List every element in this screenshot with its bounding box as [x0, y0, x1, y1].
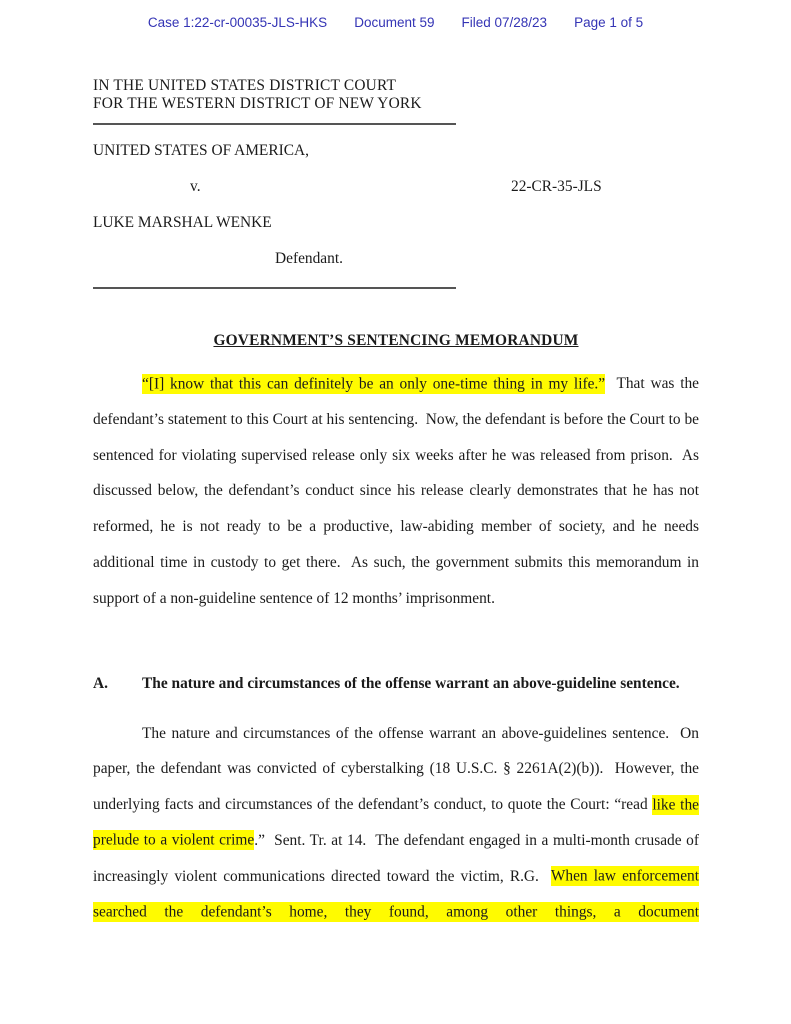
case-number: 22-CR-35-JLS [511, 178, 602, 195]
defendant-label: Defendant. [275, 250, 343, 267]
case-number-stamp: Case 1:22-cr-00035-JLS-HKS [147, 15, 328, 30]
document-title: GOVERNMENT’S SENTENCING MEMORANDUM [213, 332, 579, 349]
document-number-stamp: Document 59 [354, 15, 435, 30]
body-text: The nature and circumstances of the offense warrant an above-guidelines sentence. On paper, the defendant was convicted of cyberstalking (18 U.S.C. § 2261A(2)(b)). However, the underlying facts and circumstances of the defendant’s conduct, to quote the Court: “read [93, 724, 699, 814]
versus-label: v. [190, 178, 201, 195]
page-number-stamp: Page 1 of 5 [574, 15, 644, 30]
section-label: A. [93, 674, 108, 692]
caption-rule-top [93, 123, 456, 125]
caption-rule-bottom [93, 287, 456, 289]
paragraph [93, 366, 699, 617]
highlighted-text: When law enforcement searched the defendant’s home, they found, among other things, a document [93, 867, 699, 921]
court-heading [93, 77, 699, 113]
highlighted-text: “[I] know that this can definitely be an only one-time thing in my life.” [142, 375, 606, 392]
case-caption [93, 133, 699, 277]
plaintiff-name: UNITED STATES OF AMERICA, [93, 142, 309, 159]
section-title: The nature and circumstances of the offense warrant an above-guideline sentence. [142, 674, 680, 692]
body-text: That was the defendant’s statement to this Court at his sentencing. Now, the defendant is before the Court to be sentenced for violating supervised release only six weeks after he was released from prison. As discussed below, the defendant’s conduct since his release clearly demonstrates that he has not reformed, he is not ready to be a productive, law-abiding member of society, and he needs additional time in custody to get there. As such, the government submits this memorandum in support of a non-guideline sentence of 12 months’ imprisonment. [93, 375, 699, 607]
highlighted-text: like the prelude to a violent crime [93, 796, 699, 849]
body-text: .” Sent. Tr. at 14. The defendant engaged in a multi-month crusade of increasingly violent communications directed toward the victim, R.G. [93, 831, 700, 885]
section-heading [93, 666, 699, 702]
court-heading-line2: FOR THE WESTERN DISTRICT OF NEW YORK [93, 95, 422, 112]
filed-date-stamp: Filed 07/28/23 [461, 15, 548, 30]
court-heading-line1: IN THE UNITED STATES DISTRICT COURT [93, 77, 397, 94]
document-body [93, 366, 699, 930]
document-content [93, 0, 699, 930]
defendant-name: LUKE MARSHAL WENKE [93, 214, 272, 231]
versus-row [93, 169, 699, 205]
paragraph [93, 716, 699, 931]
